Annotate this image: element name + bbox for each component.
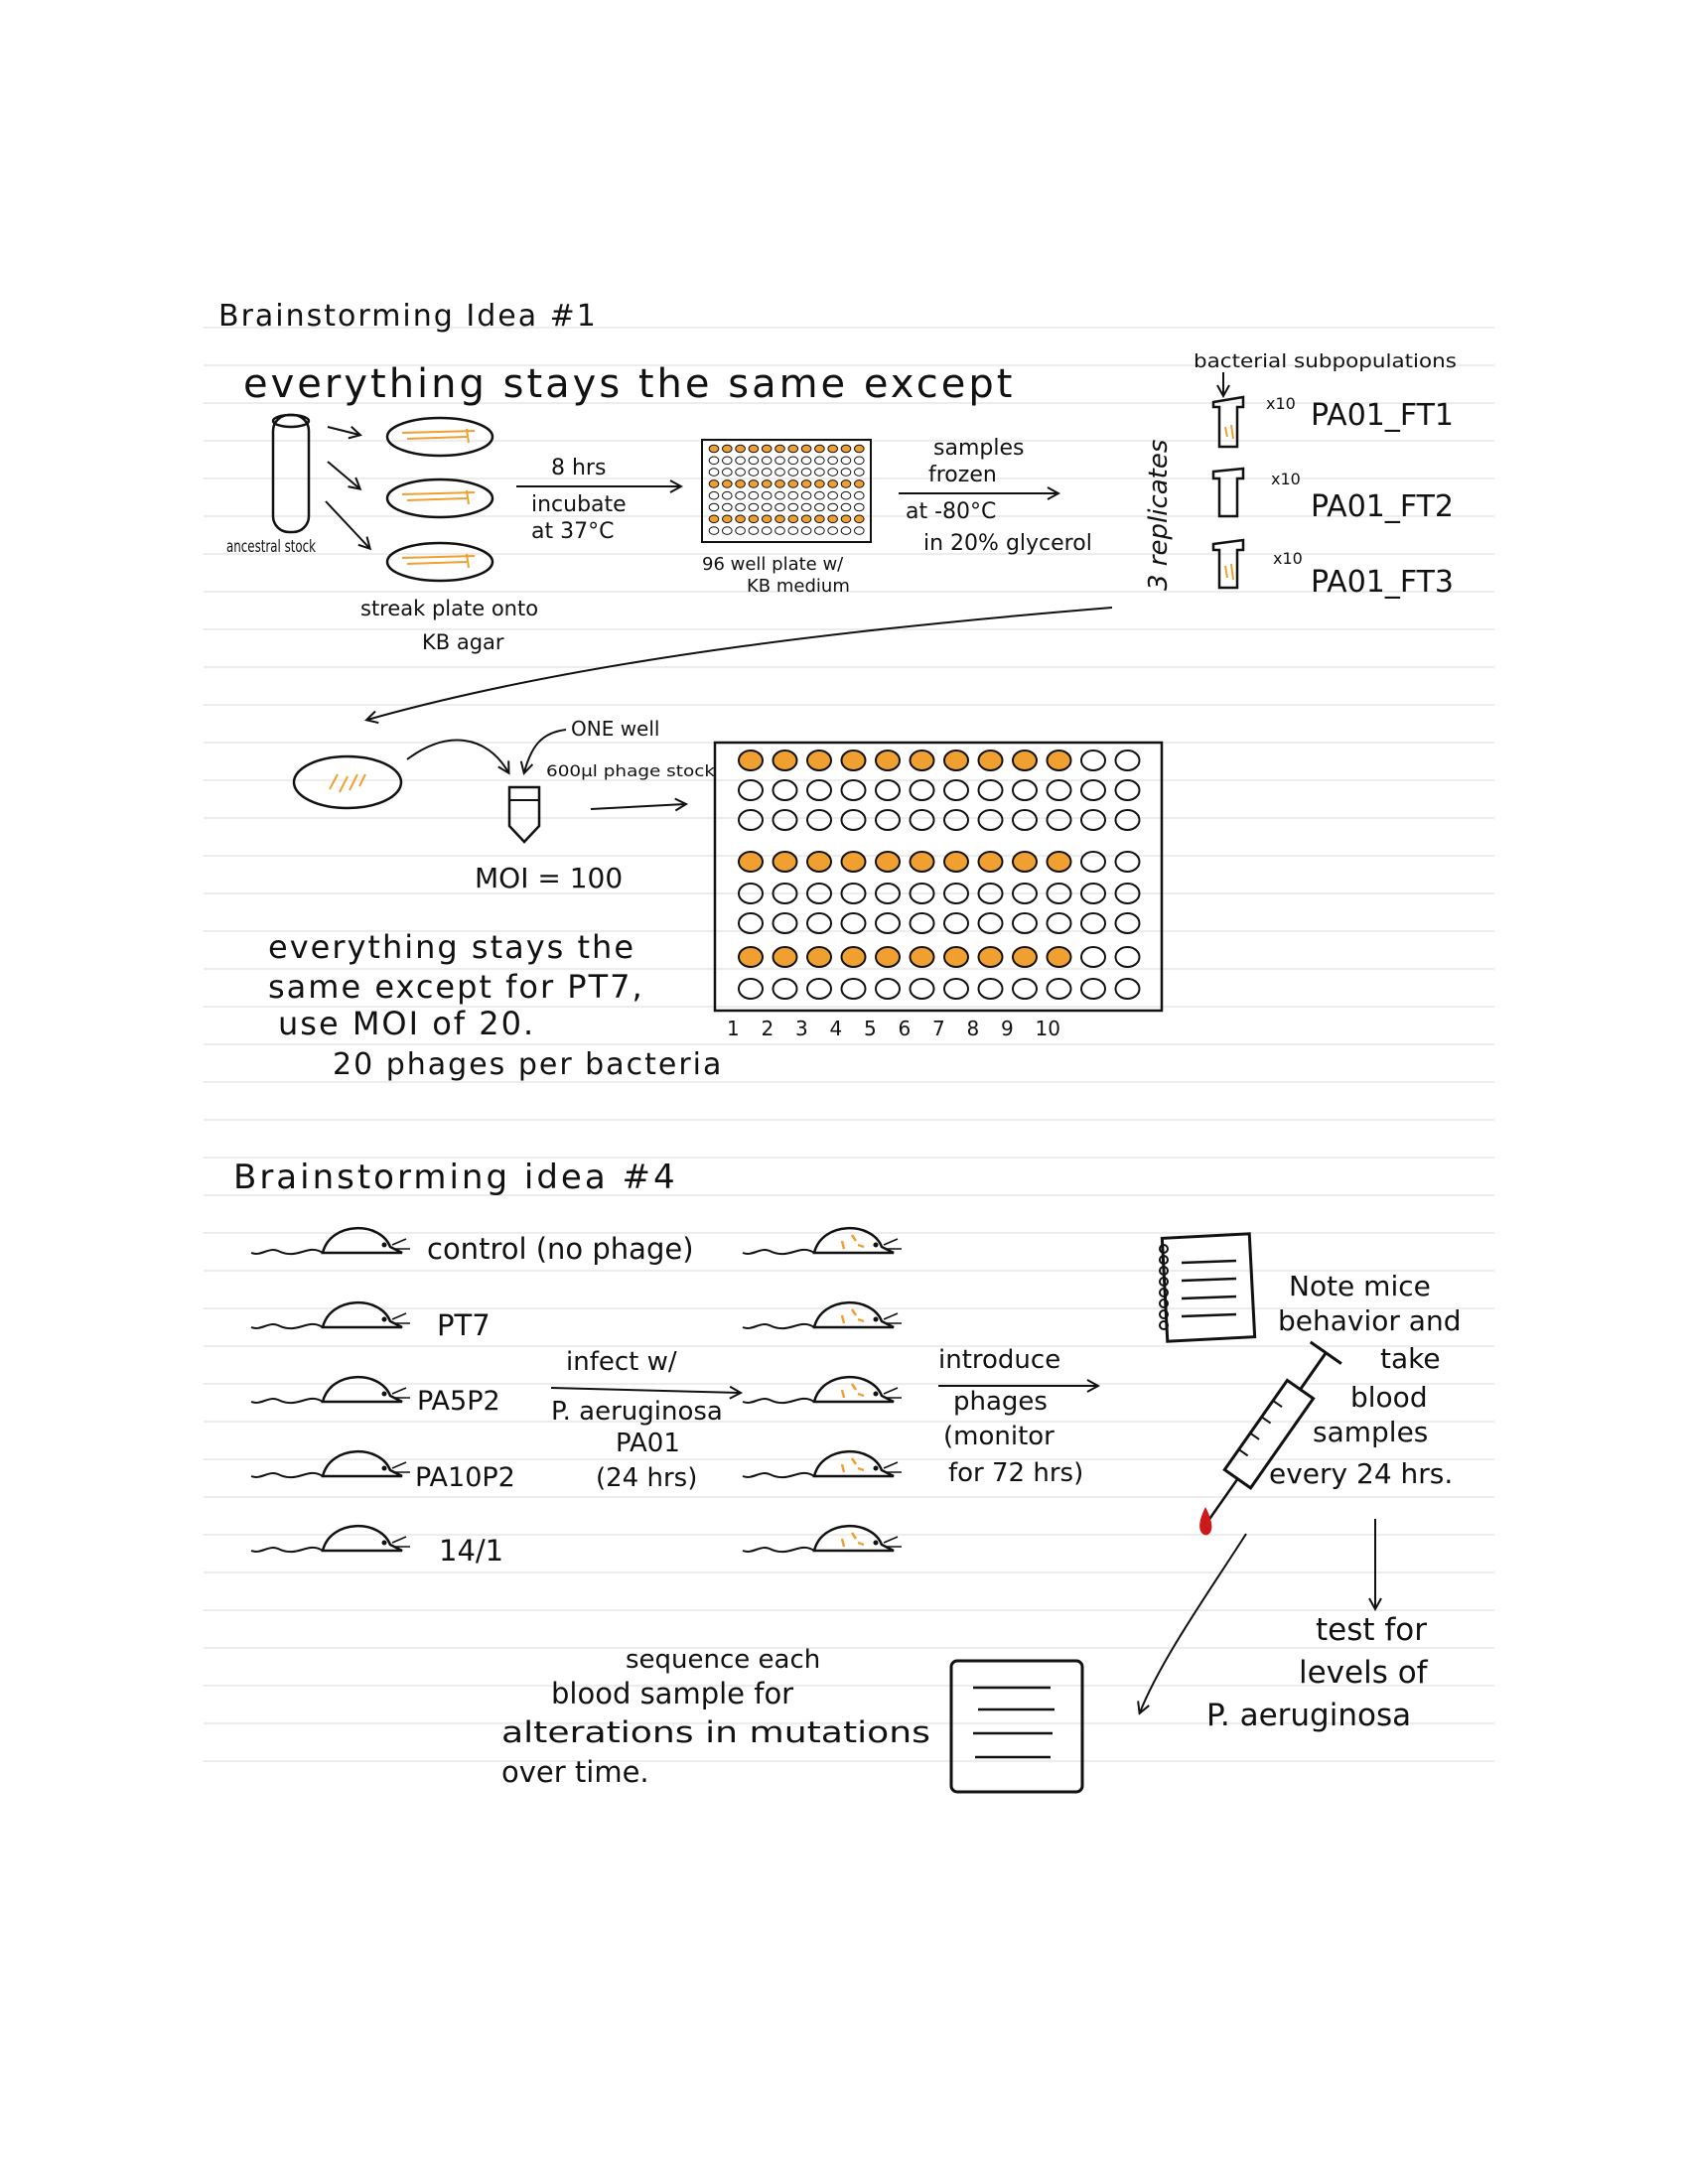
plate-well <box>876 979 900 999</box>
plate-well <box>876 751 900 770</box>
note-mice-3: take <box>1380 1342 1441 1375</box>
plate96-well <box>775 469 785 477</box>
note-line1: everything stays the <box>268 928 636 966</box>
plate96-well <box>762 445 772 453</box>
plate-well <box>1081 751 1105 770</box>
plate-well <box>944 947 968 967</box>
phage-stock-label: 600µl phage stock <box>546 761 716 780</box>
plate96-well <box>815 527 825 535</box>
plate96-well <box>762 469 772 477</box>
plate96-well <box>788 491 798 499</box>
well-to-plate-arrow <box>591 804 685 809</box>
plate96-well <box>841 469 851 477</box>
frozen-label-frozen: frozen <box>928 463 997 487</box>
tube-count-1: x10 <box>1266 394 1296 413</box>
plate96-well <box>801 515 811 523</box>
note-line2: same except for PT7, <box>268 968 644 1006</box>
plate-well <box>842 852 866 872</box>
plate96-well <box>775 503 785 511</box>
moi-label: MOI = 100 <box>475 862 624 894</box>
plate96-well <box>709 457 719 465</box>
plate96-well <box>841 515 851 523</box>
plate-well <box>1048 780 1071 800</box>
plate96-well <box>736 480 746 488</box>
sequence-label-3: alterations in mutations <box>501 1715 930 1749</box>
introduce-label-3: (monitor <box>943 1422 1055 1451</box>
phage-96-well-plate <box>715 743 1162 1011</box>
plate96-well <box>801 503 811 511</box>
plate-well <box>774 979 797 999</box>
tube-label-1: PA01_FT1 <box>1311 398 1455 433</box>
mouse-icon <box>743 1228 902 1254</box>
blood-drop-icon <box>1199 1507 1211 1535</box>
plate-well <box>1013 979 1037 999</box>
plate-well <box>807 780 831 800</box>
column-number: 3 <box>795 1017 808 1040</box>
plate-well <box>807 810 831 830</box>
idea1-section <box>218 299 1457 1082</box>
96-well-plate <box>702 440 871 542</box>
plate96-well <box>788 515 798 523</box>
plate-well <box>1013 947 1037 967</box>
note-mice-2: behavior and <box>1278 1304 1462 1337</box>
note-mice-1: Note mice <box>1289 1270 1431 1302</box>
plate96-well <box>788 480 798 488</box>
plate96-well <box>723 491 733 499</box>
plate-well <box>979 947 1003 967</box>
mouse-icon <box>743 1302 902 1328</box>
plate-well <box>842 751 866 770</box>
plate96-well <box>736 527 746 535</box>
plate-well <box>807 751 831 770</box>
plate96-well <box>841 491 851 499</box>
column-number: 4 <box>829 1017 843 1040</box>
document-icon <box>951 1661 1082 1792</box>
column-number: 2 <box>761 1017 774 1040</box>
plate96-well <box>749 480 759 488</box>
plate96-well <box>749 503 759 511</box>
cryo-tube-3 <box>1213 540 1243 588</box>
column-number: 9 <box>1001 1017 1014 1040</box>
tube-label-3: PA01_FT3 <box>1311 565 1455 600</box>
plate-well <box>1048 913 1071 933</box>
plate-well <box>911 780 934 800</box>
mice-groups <box>251 1228 902 1552</box>
plate96-well <box>749 445 759 453</box>
mouse-icon <box>251 1228 410 1254</box>
plate96-well <box>775 457 785 465</box>
mouse-icon <box>743 1451 902 1477</box>
ancestral-label-1: ancestral stock <box>226 537 317 557</box>
plate96-well <box>709 480 719 488</box>
plate96-well <box>828 445 838 453</box>
group-label-14-1: 14/1 <box>439 1534 504 1568</box>
plate-well <box>842 979 866 999</box>
plate-well <box>911 852 934 872</box>
plate-well <box>774 751 797 770</box>
plate96-well <box>841 457 851 465</box>
plate96-well <box>723 527 733 535</box>
group-label-control: control (no phage) <box>427 1232 694 1266</box>
plate96-well <box>815 491 825 499</box>
plate-well <box>739 751 763 770</box>
plate-well <box>807 852 831 872</box>
plate96-well <box>762 457 772 465</box>
plate-well <box>979 852 1003 872</box>
plate96-well <box>788 445 798 453</box>
plate-well <box>774 913 797 933</box>
group-label-pt7: PT7 <box>437 1308 491 1342</box>
plate-well <box>739 947 763 967</box>
plate-well <box>944 751 968 770</box>
plate-well <box>944 780 968 800</box>
plate-well <box>944 979 968 999</box>
plate-well <box>739 780 763 800</box>
plate96-well <box>855 491 865 499</box>
plate96-well <box>801 469 811 477</box>
streaked-plate <box>294 756 401 808</box>
plate-well <box>911 947 934 967</box>
plate96-well <box>855 445 865 453</box>
introduce-label-2: phages <box>953 1387 1048 1417</box>
plate-well <box>979 810 1003 830</box>
plate-well <box>876 780 900 800</box>
mouse-icon <box>251 1302 410 1328</box>
sequence-label-1: sequence each <box>626 1645 821 1675</box>
streak-arrows <box>326 427 369 548</box>
plate-well <box>807 947 831 967</box>
plate96-well <box>709 527 719 535</box>
plate96-well <box>801 527 811 535</box>
cryo-tube-1 <box>1213 397 1243 447</box>
tube-count-3: x10 <box>1273 549 1303 568</box>
plate96-well <box>736 457 746 465</box>
plate96-well <box>815 480 825 488</box>
frozen-label-glycerol: in 20% glycerol <box>923 531 1092 556</box>
plate96-well <box>801 457 811 465</box>
plate96-well <box>855 480 865 488</box>
plate-to-well-arrow <box>407 741 508 772</box>
plate-well <box>842 810 866 830</box>
plate96-well <box>762 515 772 523</box>
plate-well <box>739 810 763 830</box>
plate96-well <box>709 515 719 523</box>
tube-label-2: PA01_FT2 <box>1311 489 1455 524</box>
frozen-label-temp: at -80°C <box>906 499 997 524</box>
idea1-subtitle: everything stays the same except <box>243 361 1016 407</box>
plate-well <box>1013 913 1037 933</box>
plate-well <box>1081 913 1105 933</box>
plate96-well <box>749 527 759 535</box>
plate-well <box>979 780 1003 800</box>
plate-well <box>1116 913 1140 933</box>
plate96-well <box>855 503 865 511</box>
plate96-well <box>828 457 838 465</box>
plate-well <box>911 913 934 933</box>
plate96-well <box>749 491 759 499</box>
introduce-label-1: introduce <box>938 1345 1061 1375</box>
plate-well <box>979 913 1003 933</box>
introduce-label-4: for 72 hrs) <box>948 1458 1084 1488</box>
column-number: 10 <box>1035 1017 1060 1040</box>
arrow1-time: 8 hrs <box>551 456 607 480</box>
plate96-well <box>828 515 838 523</box>
plate96-well <box>788 457 798 465</box>
test-label-3: P. aeruginosa <box>1206 1698 1412 1733</box>
plate-well <box>1081 947 1105 967</box>
column-number: 5 <box>864 1017 877 1040</box>
plate96-well <box>762 491 772 499</box>
plate96-well <box>815 445 825 453</box>
plate96-well <box>815 457 825 465</box>
idea4-section <box>233 1158 1461 1792</box>
plate-well <box>1116 979 1140 999</box>
plate-well <box>911 810 934 830</box>
plate96-well <box>709 491 719 499</box>
mouse-icon <box>743 1377 902 1403</box>
plate96-well <box>828 469 838 477</box>
plate-well <box>807 979 831 999</box>
streak-label-line1: streak plate onto <box>360 597 539 620</box>
plate96-well <box>788 527 798 535</box>
streak-label-line2: KB agar <box>422 630 504 654</box>
plate-well <box>911 751 934 770</box>
plate-well <box>774 810 797 830</box>
plate96-well <box>736 503 746 511</box>
plate-well <box>1081 780 1105 800</box>
plate96-well <box>709 503 719 511</box>
plate-well <box>876 913 900 933</box>
plate96-well <box>841 527 851 535</box>
plate-well <box>1116 852 1140 872</box>
plate96-well <box>749 515 759 523</box>
plate-well <box>944 852 968 872</box>
plate-well <box>842 947 866 967</box>
plate-well <box>1116 780 1140 800</box>
plate-well <box>774 780 797 800</box>
group-label-pa5p2: PA5P2 <box>417 1386 500 1417</box>
frozen-label-samples: samples <box>933 436 1025 461</box>
single-well <box>509 787 539 842</box>
return-arrow <box>367 608 1112 720</box>
plate96-well <box>855 469 865 477</box>
plate96-well <box>736 515 746 523</box>
plate96-well <box>855 527 865 535</box>
plate-well <box>1013 751 1037 770</box>
plate96-well <box>775 480 785 488</box>
infect-label-1: infect w/ <box>566 1347 677 1377</box>
plate96-well <box>762 503 772 511</box>
plate96-well <box>788 469 798 477</box>
plate96-well <box>841 480 851 488</box>
plate-well <box>1048 947 1071 967</box>
subpopulations-label: bacterial subpopulations <box>1194 350 1457 372</box>
tube-count-2: x10 <box>1271 470 1301 488</box>
sequence-label-4: over time. <box>501 1755 649 1789</box>
idea1-title: Brainstorming Idea #1 <box>218 299 598 334</box>
plate-well <box>979 979 1003 999</box>
plate96-well <box>736 491 746 499</box>
idea4-title: Brainstorming idea #4 <box>233 1158 678 1197</box>
plate-well <box>1081 979 1105 999</box>
note-mice-6: every 24 hrs. <box>1269 1457 1454 1490</box>
agar-plate-2 <box>387 479 492 517</box>
plate96-well <box>841 445 851 453</box>
plate96-well <box>828 527 838 535</box>
agar-plate-1 <box>387 418 492 456</box>
plate96-well <box>815 515 825 523</box>
plate96-well <box>828 480 838 488</box>
plate-well <box>842 913 866 933</box>
infect-label-3: PA01 <box>616 1429 680 1458</box>
note-line3: use MOI of 20. <box>278 1005 536 1042</box>
plate-well <box>979 751 1003 770</box>
mouse-icon <box>251 1377 410 1403</box>
plate-well <box>1116 751 1140 770</box>
column-number: 7 <box>932 1017 945 1040</box>
note-line4: 20 phages per bacteria <box>333 1047 724 1082</box>
plate-well <box>1013 852 1037 872</box>
cryo-tube-2 <box>1213 469 1243 516</box>
infect-label-2: P. aeruginosa <box>551 1397 723 1427</box>
plate-well <box>842 780 866 800</box>
plate-well <box>1116 947 1140 967</box>
plate96-well <box>788 503 798 511</box>
plate-well <box>774 852 797 872</box>
plate96-well <box>775 515 785 523</box>
plate-well <box>1048 751 1071 770</box>
plate-well <box>876 852 900 872</box>
plate96-well <box>723 480 733 488</box>
plate96-well <box>801 445 811 453</box>
one-well-label: ONE well <box>571 717 660 741</box>
plate96-well <box>749 469 759 477</box>
test-label-2: levels of <box>1299 1655 1428 1691</box>
notebook-icon <box>1160 1234 1255 1341</box>
plate-well <box>739 979 763 999</box>
group-label-pa10p2: PA10P2 <box>415 1462 515 1493</box>
plate-well <box>911 979 934 999</box>
plate96-well <box>775 491 785 499</box>
plate-well <box>774 947 797 967</box>
plate96-well <box>841 503 851 511</box>
plate96-well <box>736 469 746 477</box>
note-mice-4: blood <box>1350 1381 1428 1414</box>
plate96-well <box>723 515 733 523</box>
plate96-well <box>723 457 733 465</box>
replicates-label: 3 replicates <box>1144 439 1174 591</box>
plate96-well <box>828 503 838 511</box>
plate96-label-line1: 96 well plate w/ <box>702 554 844 575</box>
note-mice-5: samples <box>1313 1416 1429 1448</box>
plate96-well <box>762 480 772 488</box>
plate96-well <box>815 503 825 511</box>
plate96-well <box>736 445 746 453</box>
column-number: 1 <box>727 1017 740 1040</box>
mouse-icon <box>251 1451 410 1477</box>
arrow1-incubate: incubate <box>531 492 627 517</box>
plate96-label-line2: KB medium <box>747 576 850 597</box>
plate-well <box>1013 780 1037 800</box>
arrow1-temp: at 37°C <box>531 519 615 544</box>
plate-well <box>1013 810 1037 830</box>
plate96-well <box>723 445 733 453</box>
plate-well <box>1048 852 1071 872</box>
plate96-well <box>775 445 785 453</box>
sequence-label-2: blood sample for <box>551 1677 794 1710</box>
plate-well <box>739 852 763 872</box>
column-numbers <box>727 1017 1060 1040</box>
infect-arrow <box>551 1388 740 1393</box>
plate96-well <box>801 480 811 488</box>
plate-well <box>876 810 900 830</box>
plate96-well <box>762 527 772 535</box>
plate96-well <box>801 491 811 499</box>
column-number: 6 <box>898 1017 912 1040</box>
plate-well <box>807 913 831 933</box>
plate96-well <box>855 457 865 465</box>
plate96-well <box>828 491 838 499</box>
plate96-well <box>749 457 759 465</box>
plate-well <box>944 810 968 830</box>
column-number: 8 <box>966 1017 980 1040</box>
mouse-icon <box>251 1526 410 1552</box>
plate-well <box>944 913 968 933</box>
plate96-well <box>815 469 825 477</box>
infect-label-4: (24 hrs) <box>596 1463 698 1493</box>
plate-well <box>1048 810 1071 830</box>
plate96-well <box>723 469 733 477</box>
plate-well <box>1081 852 1105 872</box>
plate96-well <box>775 527 785 535</box>
plate96-well <box>709 445 719 453</box>
plate-well <box>1116 810 1140 830</box>
plate96-well <box>709 469 719 477</box>
plate96-well <box>723 503 733 511</box>
agar-plate-3 <box>387 543 492 581</box>
plate96-well <box>855 515 865 523</box>
plate-well <box>739 913 763 933</box>
plate-well <box>876 947 900 967</box>
mouse-icon <box>743 1526 902 1552</box>
plate-well <box>1081 810 1105 830</box>
ancestral-stock-tube <box>273 415 309 532</box>
test-label-1: test for <box>1316 1612 1428 1648</box>
plate-well <box>1048 979 1071 999</box>
